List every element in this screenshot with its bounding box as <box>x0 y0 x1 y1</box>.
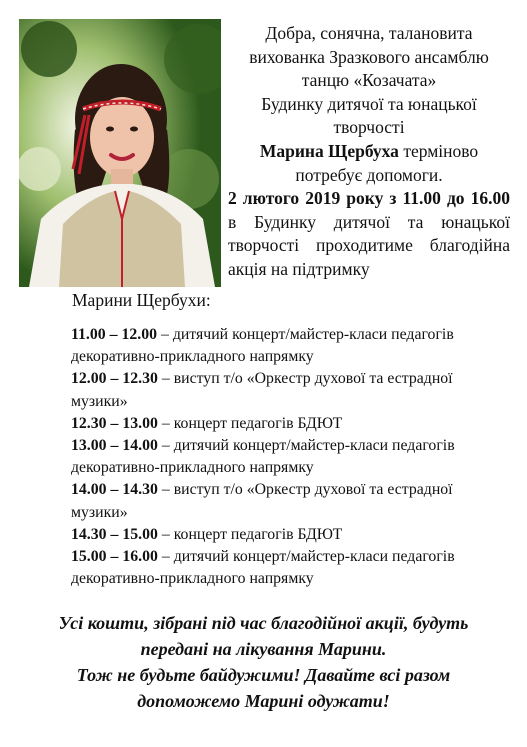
schedule-item <box>71 368 511 412</box>
closing-line: передані на лікування Марини. <box>140 639 387 659</box>
schedule-time: 12.30 – 13.00 <box>71 414 158 432</box>
closing-line: допоможемо Марині одужати! <box>137 691 390 711</box>
schedule-item <box>71 524 511 546</box>
event-description: в Будинку дитячої та юнацької творчості проходитиме благодійна акція на підтримку <box>228 211 510 279</box>
intro-line: вихованка Зразкового ансамблю <box>249 46 489 67</box>
intro-line: Будинку дитячої та юнацької <box>261 93 477 114</box>
schedule-time: 14.00 – 14.30 <box>71 481 158 499</box>
intro-tail: Марини Щербухи: <box>72 290 211 310</box>
intro-line: потребує допомоги. <box>295 164 443 185</box>
schedule-text: – дитячий концерт/майстер-класи педагогів декоративно-прикладного напрямку <box>71 548 455 588</box>
intro-line: танцю «Козачата» <box>301 70 437 91</box>
schedule-text: – концерт педагогів БДЮТ <box>157 525 343 543</box>
schedule-time: 15.00 – 16.00 <box>71 548 158 566</box>
intro-line-rest: терміново <box>398 140 479 161</box>
closing-line: Тож не будьте байдужими! Давайте всі разом <box>76 665 451 685</box>
schedule-item <box>71 435 511 479</box>
schedule-list <box>71 324 511 590</box>
portrait-illustration <box>19 19 221 287</box>
schedule-time: 14.30 – 15.00 <box>71 525 158 543</box>
intro-line: творчості <box>333 117 405 138</box>
intro-text <box>228 22 510 282</box>
schedule-item <box>71 479 511 523</box>
schedule-time: 13.00 – 14.00 <box>71 437 158 455</box>
schedule-text: – виступ т/о «Оркестр духової та естрадної музики» <box>71 481 453 521</box>
schedule-time: 11.00 – 12.00 <box>71 326 158 343</box>
closing-line: Усі кошти, зібрані під час благодійної акції, будуть <box>58 613 469 633</box>
event-date-paragraph <box>228 187 510 281</box>
schedule-item <box>71 324 511 368</box>
schedule-item <box>71 413 511 435</box>
schedule-text: – концерт педагогів БДЮТ <box>157 414 343 432</box>
person-name: Марина Щербуха <box>259 140 399 161</box>
schedule-text: – дитячий концерт/майстер-класи педагогів декоративно-прикладного напрямку <box>71 437 455 477</box>
intro-line: Добра, сонячна, талановита <box>265 23 473 43</box>
schedule-time: 12.00 – 12.30 <box>71 370 158 388</box>
closing-appeal <box>20 610 507 714</box>
schedule-text: – виступ т/о «Оркестр духової та естрадної музики» <box>71 370 453 410</box>
intro-name-line <box>228 140 510 164</box>
schedule-item <box>71 546 511 590</box>
schedule-text: – дитячий концерт/майстер-класи педагогів декоративно-прикладного напрямку <box>71 326 454 366</box>
event-date: 2 лютого 2019 року з 11.00 до 16.00 <box>228 188 510 209</box>
portrait-photo <box>19 19 221 287</box>
